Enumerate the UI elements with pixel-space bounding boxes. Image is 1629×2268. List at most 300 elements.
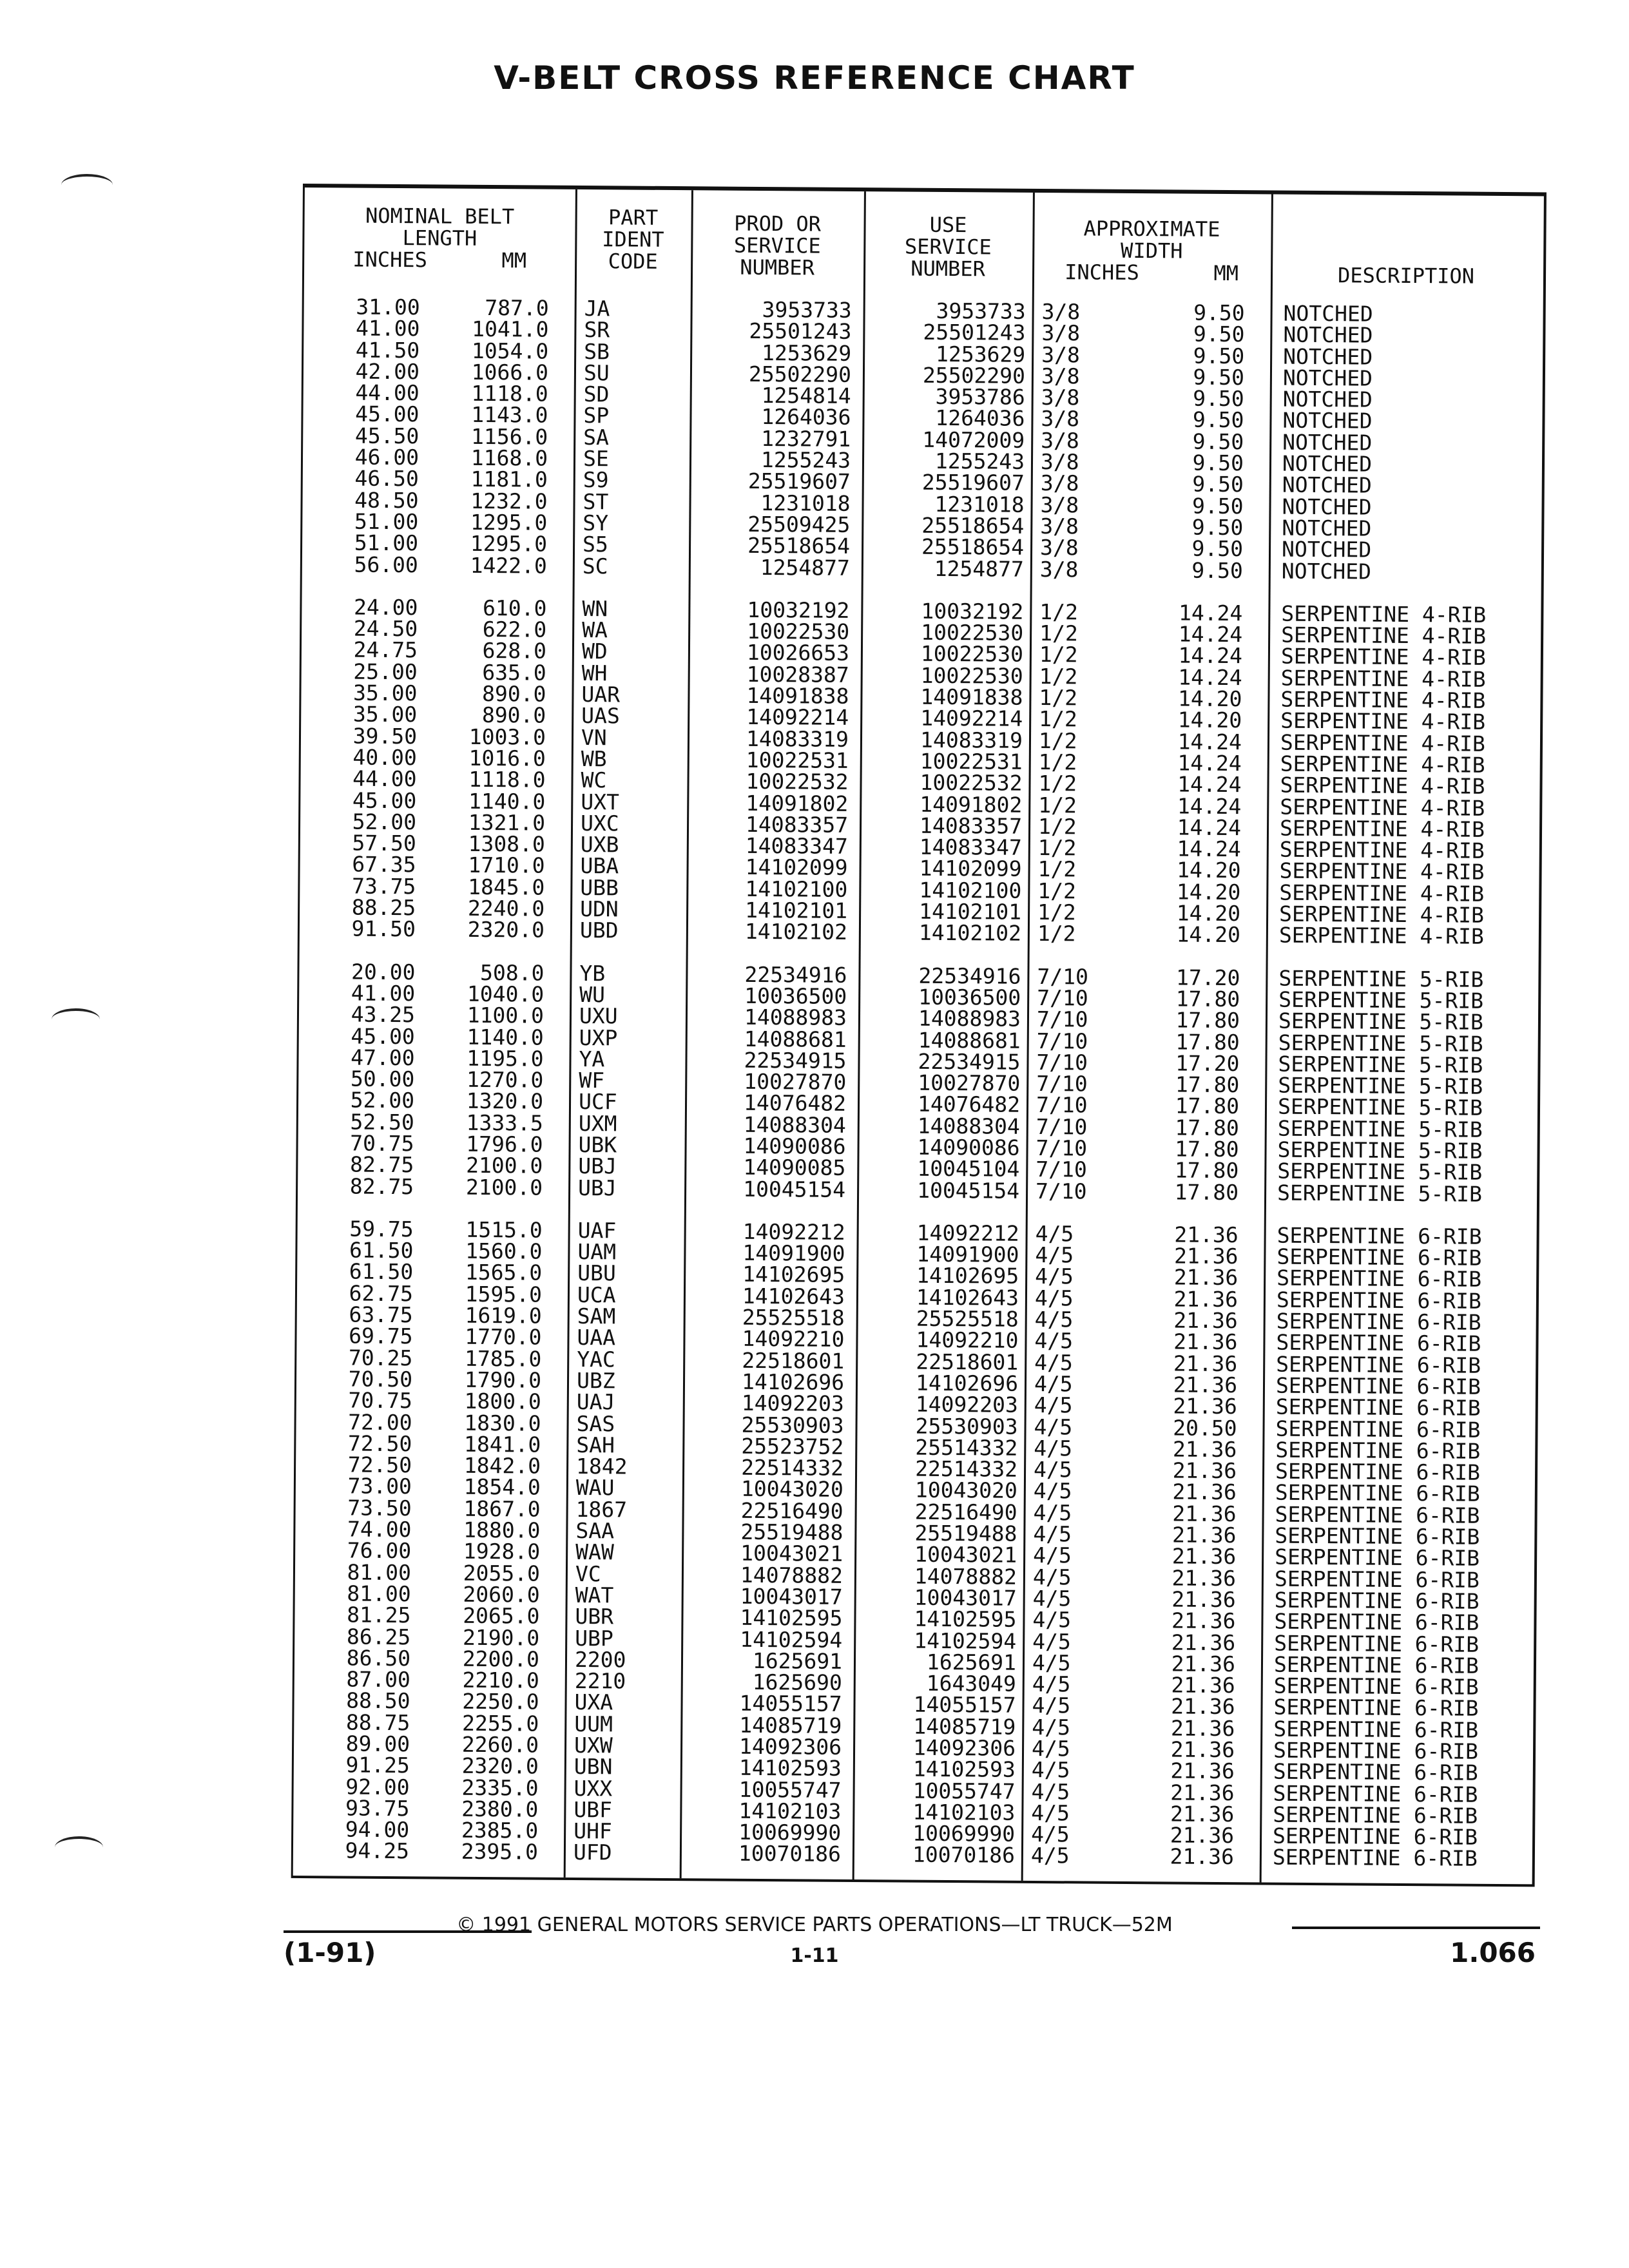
width-inches-cell: 4/5 bbox=[1035, 1220, 1074, 1247]
prod-service-number-cell: 1625691 bbox=[752, 1648, 843, 1674]
length-mm-cell: 1003.0 bbox=[468, 724, 546, 750]
length-mm-cell: 2210.0 bbox=[462, 1667, 539, 1693]
width-mm-cell: 14.24 bbox=[1177, 814, 1242, 841]
part-ident-code-cell: WN bbox=[582, 595, 608, 622]
width-inches-cell: 4/5 bbox=[1035, 1242, 1074, 1268]
part-ident-code-cell: UXU bbox=[579, 1003, 618, 1029]
width-mm-cell: 17.80 bbox=[1174, 1179, 1239, 1205]
width-inches-cell: 4/5 bbox=[1032, 1671, 1071, 1697]
width-inches-cell: 7/10 bbox=[1035, 1178, 1087, 1204]
length-inches-cell: 67.35 bbox=[352, 851, 416, 878]
length-inches-cell: 45.50 bbox=[354, 423, 419, 449]
width-mm-cell: 9.50 bbox=[1191, 514, 1244, 541]
length-inches-cell: 41.50 bbox=[355, 337, 420, 363]
belt-group bbox=[302, 296, 1543, 583]
width-inches-cell: 1/2 bbox=[1038, 749, 1077, 775]
part-ident-code-cell: WA bbox=[582, 617, 608, 643]
width-mm-cell: 14.20 bbox=[1176, 900, 1241, 927]
part-ident-code-cell: SAA bbox=[575, 1518, 615, 1544]
length-inches-cell: 51.00 bbox=[354, 508, 419, 535]
length-inches-cell: 59.75 bbox=[349, 1216, 414, 1242]
use-service-number-cell: 25501243 bbox=[923, 320, 1026, 346]
length-mm-cell: 1308.0 bbox=[468, 831, 545, 857]
length-inches-cell: 25.00 bbox=[353, 658, 418, 685]
use-service-number-cell: 10043021 bbox=[914, 1542, 1017, 1568]
width-inches-cell: 4/5 bbox=[1031, 1757, 1070, 1783]
description-cell: SERPENTINE 6-RIB bbox=[1274, 1587, 1480, 1614]
description-cell: SERPENTINE 5-RIB bbox=[1278, 1072, 1483, 1099]
length-mm-cell: 2200.0 bbox=[462, 1646, 540, 1672]
length-inches-cell: 70.75 bbox=[350, 1130, 414, 1157]
part-ident-code-cell: UXT bbox=[581, 789, 620, 814]
length-inches-cell: 46.00 bbox=[354, 444, 419, 470]
width-inches-cell: 7/10 bbox=[1036, 1113, 1088, 1140]
width-mm-cell: 14.24 bbox=[1177, 729, 1242, 754]
part-ident-code-cell: WD bbox=[581, 639, 608, 664]
prod-service-number-cell: 14083357 bbox=[745, 811, 849, 838]
width-inches-cell: 3/8 bbox=[1041, 363, 1080, 389]
length-mm-cell: 2055.0 bbox=[463, 1560, 541, 1586]
use-service-number-cell: 14083347 bbox=[919, 834, 1022, 860]
length-inches-cell: 88.50 bbox=[346, 1687, 410, 1714]
description-cell: SERPENTINE 6-RIB bbox=[1274, 1566, 1480, 1593]
description-cell: SERPENTINE 6-RIB bbox=[1275, 1416, 1481, 1443]
length-inches-cell: 46.50 bbox=[354, 465, 419, 492]
use-service-number-cell: 14102099 bbox=[919, 856, 1022, 882]
width-inches-cell: 4/5 bbox=[1034, 1435, 1073, 1461]
length-mm-cell: 2240.0 bbox=[467, 895, 545, 921]
width-inches-cell: 3/8 bbox=[1041, 427, 1079, 454]
width-mm-cell: 9.50 bbox=[1191, 535, 1244, 562]
length-inches-cell: 73.75 bbox=[351, 873, 416, 899]
part-ident-code-cell: SR bbox=[584, 317, 610, 343]
length-inches-cell: 31.00 bbox=[356, 294, 420, 320]
width-mm-cell: 14.20 bbox=[1176, 921, 1241, 948]
length-mm-cell: 1118.0 bbox=[471, 381, 548, 407]
length-mm-cell: 622.0 bbox=[482, 617, 547, 642]
prod-service-number-cell: 14090085 bbox=[743, 1155, 846, 1181]
use-service-number-cell: 10022530 bbox=[920, 662, 1023, 689]
length-mm-cell: 1321.0 bbox=[468, 809, 546, 836]
description-cell: SERPENTINE 6-RIB bbox=[1277, 1244, 1482, 1271]
length-inches-cell: 81.25 bbox=[347, 1602, 411, 1628]
length-mm-cell: 2260.0 bbox=[461, 1731, 539, 1758]
prod-service-number-cell: 14091900 bbox=[742, 1240, 845, 1267]
length-inches-cell: 93.75 bbox=[345, 1795, 410, 1821]
description-cell: SERPENTINE 4-RIB bbox=[1278, 922, 1484, 950]
length-inches-cell: 91.50 bbox=[351, 916, 416, 942]
length-mm-cell: 1054.0 bbox=[471, 338, 549, 364]
description-cell: SERPENTINE 6-RIB bbox=[1272, 1823, 1478, 1850]
width-inches-cell: 7/10 bbox=[1036, 1092, 1088, 1118]
width-inches-cell: 1/2 bbox=[1038, 792, 1077, 818]
description-cell: SERPENTINE 4-RIB bbox=[1280, 707, 1486, 735]
length-inches-cell: 24.50 bbox=[353, 615, 418, 642]
width-mm-cell: 21.36 bbox=[1170, 1780, 1235, 1805]
description-cell: NOTCHED bbox=[1282, 429, 1373, 456]
length-mm-cell: 1041.0 bbox=[472, 316, 549, 342]
use-service-number-cell: 22514332 bbox=[915, 1456, 1018, 1482]
use-service-number-cell: 10027870 bbox=[918, 1070, 1021, 1096]
width-inches-cell: 7/10 bbox=[1036, 1049, 1088, 1075]
width-mm-cell: 14.24 bbox=[1178, 664, 1242, 690]
part-ident-code-cell: SE bbox=[583, 446, 609, 472]
part-ident-code-cell: UBA bbox=[580, 853, 619, 879]
use-service-number-cell: 25518654 bbox=[921, 512, 1025, 539]
use-service-number-cell: 14092306 bbox=[912, 1735, 1016, 1761]
length-mm-cell: 635.0 bbox=[482, 659, 546, 686]
use-service-number-cell: 10032192 bbox=[921, 598, 1024, 624]
length-inches-cell: 41.00 bbox=[355, 315, 420, 341]
length-inches-cell: 20.00 bbox=[351, 959, 416, 985]
length-inches-cell: 50.00 bbox=[350, 1066, 415, 1092]
part-ident-code-cell: 2210 bbox=[574, 1668, 626, 1694]
length-inches-cell: 88.25 bbox=[351, 894, 416, 921]
use-service-number-cell: 25519488 bbox=[914, 1520, 1017, 1546]
length-inches-cell: 73.00 bbox=[347, 1473, 412, 1499]
part-ident-code-cell: WAU bbox=[575, 1475, 615, 1501]
use-service-number-cell: 14102696 bbox=[915, 1370, 1019, 1396]
width-mm-cell: 9.50 bbox=[1192, 428, 1244, 454]
use-service-number-cell: 14102643 bbox=[916, 1284, 1019, 1311]
width-inches-cell: 4/5 bbox=[1034, 1414, 1073, 1439]
prod-service-number-cell: 1231018 bbox=[760, 490, 851, 516]
length-inches-cell: 72.00 bbox=[348, 1409, 412, 1435]
width-mm-cell: 21.36 bbox=[1173, 1264, 1239, 1291]
prod-service-number-cell: 25519488 bbox=[740, 1519, 843, 1545]
length-mm-cell: 1867.0 bbox=[463, 1495, 541, 1522]
description-cell: SERPENTINE 5-RIB bbox=[1278, 965, 1484, 992]
length-inches-cell: 87.00 bbox=[346, 1666, 410, 1693]
use-service-number-cell: 14083357 bbox=[919, 812, 1023, 839]
width-inches-cell: 3/8 bbox=[1040, 449, 1079, 475]
description-cell: SERPENTINE 6-RIB bbox=[1272, 1845, 1478, 1872]
part-ident-code-cell: WC bbox=[581, 767, 607, 793]
width-inches-cell: 7/10 bbox=[1037, 985, 1088, 1011]
length-mm-cell: 1066.0 bbox=[471, 359, 549, 385]
width-inches-cell: 3/8 bbox=[1040, 470, 1079, 496]
width-mm-cell: 17.20 bbox=[1175, 965, 1240, 990]
prod-service-number-cell: 14102595 bbox=[740, 1605, 843, 1631]
width-mm-cell: 14.24 bbox=[1177, 836, 1241, 862]
prod-service-number-cell: 14102101 bbox=[745, 897, 848, 923]
length-mm-cell: 2320.0 bbox=[461, 1753, 539, 1779]
use-service-number-cell: 14091900 bbox=[916, 1241, 1019, 1267]
length-mm-cell: 2060.0 bbox=[463, 1581, 540, 1608]
length-mm-cell: 2250.0 bbox=[462, 1689, 539, 1715]
width-mm-cell: 21.36 bbox=[1173, 1307, 1238, 1334]
length-inches-cell: 91.25 bbox=[345, 1752, 410, 1778]
width-mm-cell: 14.24 bbox=[1177, 793, 1242, 819]
width-mm-cell: 21.36 bbox=[1173, 1393, 1237, 1419]
use-service-number-cell: 25514332 bbox=[915, 1434, 1018, 1461]
width-mm-cell: 17.80 bbox=[1174, 1157, 1239, 1184]
width-inches-cell: 4/5 bbox=[1033, 1457, 1072, 1483]
width-inches-cell: 3/8 bbox=[1041, 385, 1080, 410]
length-inches-cell: 24.00 bbox=[353, 594, 418, 620]
width-inches-cell: 7/10 bbox=[1036, 1135, 1088, 1161]
description-cell: SERPENTINE 6-RIB bbox=[1275, 1523, 1480, 1550]
prod-service-number-cell: 14083347 bbox=[745, 832, 848, 860]
length-inches-cell: 24.75 bbox=[353, 637, 418, 663]
width-mm-cell: 21.36 bbox=[1173, 1286, 1239, 1312]
part-ident-code-cell: S9 bbox=[583, 467, 609, 493]
prod-service-number-cell: 14102100 bbox=[745, 876, 848, 902]
prod-service-number-cell: 14091838 bbox=[746, 682, 849, 709]
width-mm-cell: 21.36 bbox=[1171, 1651, 1236, 1677]
length-inches-cell: 82.75 bbox=[349, 1173, 414, 1199]
part-ident-code-cell: 2200 bbox=[574, 1646, 626, 1673]
width-mm-cell: 17.80 bbox=[1175, 1028, 1240, 1055]
description-cell: SERPENTINE 5-RIB bbox=[1277, 1093, 1483, 1121]
part-ident-code-cell: SC bbox=[582, 553, 608, 579]
length-mm-cell: 2065.0 bbox=[463, 1603, 540, 1629]
length-mm-cell: 1841.0 bbox=[463, 1431, 541, 1457]
use-service-number-cell: 14091802 bbox=[920, 791, 1023, 818]
length-mm-cell: 610.0 bbox=[482, 595, 547, 621]
length-mm-cell: 1842.0 bbox=[463, 1452, 541, 1479]
part-ident-code-cell: SAM bbox=[577, 1303, 616, 1329]
width-mm-cell: 17.80 bbox=[1175, 1072, 1240, 1098]
description-cell: SERPENTINE 5-RIB bbox=[1277, 1180, 1483, 1207]
length-inches-cell: 92.00 bbox=[345, 1774, 410, 1800]
description-cell: SERPENTINE 6-RIB bbox=[1275, 1480, 1480, 1507]
use-service-number-cell: 14102102 bbox=[918, 920, 1022, 947]
belt-group bbox=[300, 596, 1541, 948]
description-cell: SERPENTINE 6-RIB bbox=[1277, 1222, 1482, 1249]
part-ident-code-cell: UBR bbox=[575, 1604, 614, 1629]
width-inches-cell: 1/2 bbox=[1039, 620, 1078, 646]
length-inches-cell: 70.50 bbox=[348, 1366, 413, 1392]
description-cell: SERPENTINE 6-RIB bbox=[1276, 1308, 1481, 1335]
prod-service-number-cell: 14055157 bbox=[739, 1691, 842, 1717]
prod-service-number-cell: 14102593 bbox=[738, 1755, 842, 1782]
part-ident-code-cell: UAR bbox=[581, 682, 621, 707]
width-mm-cell: 21.36 bbox=[1173, 1329, 1238, 1355]
use-service-number-cell: 14102103 bbox=[912, 1799, 1016, 1825]
length-mm-cell: 890.0 bbox=[482, 681, 546, 707]
use-service-number-cell: 14092212 bbox=[916, 1220, 1019, 1246]
prod-service-number-cell: 1625690 bbox=[752, 1669, 842, 1696]
use-service-number-cell: 14102594 bbox=[914, 1628, 1017, 1654]
description-cell: SERPENTINE 6-RIB bbox=[1276, 1329, 1481, 1357]
part-ident-code-cell: UXP bbox=[579, 1024, 618, 1050]
width-inches-cell: 4/5 bbox=[1031, 1800, 1070, 1826]
width-inches-cell: 7/10 bbox=[1036, 1028, 1088, 1054]
width-inches-cell: 4/5 bbox=[1033, 1478, 1072, 1504]
part-ident-code-cell: UBN bbox=[574, 1754, 613, 1780]
use-service-number-cell: 14078882 bbox=[914, 1563, 1017, 1590]
use-service-number-cell: 1231018 bbox=[934, 491, 1025, 517]
length-mm-cell: 1770.0 bbox=[465, 1324, 542, 1350]
description-cell: NOTCHED bbox=[1283, 343, 1373, 370]
use-service-number-cell: 25518654 bbox=[921, 533, 1025, 561]
part-ident-code-cell: SA bbox=[583, 424, 610, 450]
description-cell: NOTCHED bbox=[1282, 472, 1372, 498]
part-ident-code-cell: 1867 bbox=[575, 1496, 628, 1523]
use-service-number-cell: 14083319 bbox=[920, 727, 1023, 753]
length-inches-cell: 52.00 bbox=[352, 809, 417, 835]
part-ident-code-cell: UBK bbox=[578, 1132, 617, 1158]
width-mm-cell: 20.50 bbox=[1173, 1415, 1237, 1441]
width-inches-cell: 3/8 bbox=[1041, 406, 1080, 432]
width-inches-cell: 1/2 bbox=[1037, 813, 1077, 840]
description-cell: SERPENTINE 6-RIB bbox=[1275, 1544, 1480, 1571]
length-inches-cell: 47.00 bbox=[351, 1044, 415, 1071]
prod-service-number-cell: 14090086 bbox=[743, 1133, 846, 1159]
prod-service-number-cell: 25502290 bbox=[748, 361, 852, 387]
width-inches-cell: 1/2 bbox=[1038, 727, 1077, 754]
part-ident-code-cell: SY bbox=[583, 510, 609, 536]
use-service-number-cell: 10070186 bbox=[912, 1842, 1016, 1869]
prod-service-number-cell: 10027870 bbox=[744, 1068, 847, 1095]
width-inches-cell: 4/5 bbox=[1032, 1585, 1072, 1611]
prod-service-number-cell: 22534916 bbox=[744, 961, 847, 988]
width-mm-cell: 21.36 bbox=[1171, 1608, 1236, 1634]
binder-hole-mark bbox=[55, 1836, 103, 1858]
header-use-service-number: USE SERVICE NUMBER bbox=[904, 212, 992, 282]
length-inches-cell: 52.50 bbox=[350, 1109, 414, 1135]
part-ident-code-cell: UXA bbox=[574, 1689, 613, 1715]
description-cell: SERPENTINE 6-RIB bbox=[1273, 1758, 1478, 1786]
length-mm-cell: 1016.0 bbox=[468, 745, 546, 771]
description-cell: SERPENTINE 4-RIB bbox=[1281, 622, 1487, 649]
use-service-number-cell: 10036500 bbox=[918, 984, 1021, 1010]
part-ident-code-cell: WH bbox=[581, 660, 608, 686]
prod-service-number-cell: 14078882 bbox=[740, 1562, 843, 1588]
part-ident-code-cell: UBJ bbox=[577, 1175, 617, 1201]
description-cell: SERPENTINE 5-RIB bbox=[1278, 1008, 1483, 1035]
width-inches-cell: 1/2 bbox=[1037, 921, 1076, 947]
length-mm-cell: 1270.0 bbox=[466, 1066, 544, 1093]
part-ident-code-cell: YB bbox=[579, 960, 606, 986]
use-service-number-cell: 14102101 bbox=[919, 898, 1022, 925]
prod-service-number-cell: 25501243 bbox=[749, 318, 852, 345]
part-ident-code-cell: UBP bbox=[575, 1625, 613, 1651]
prod-service-number-cell: 1255243 bbox=[760, 447, 851, 474]
width-mm-cell: 9.50 bbox=[1193, 321, 1245, 347]
part-ident-code-cell: UBZ bbox=[576, 1367, 615, 1394]
length-mm-cell: 1560.0 bbox=[465, 1238, 543, 1264]
description-cell: SERPENTINE 5-RIB bbox=[1277, 1137, 1483, 1164]
belt-group bbox=[293, 1218, 1537, 1870]
length-inches-cell: 81.00 bbox=[347, 1559, 412, 1585]
width-mm-cell: 21.36 bbox=[1171, 1522, 1237, 1548]
length-mm-cell: 508.0 bbox=[479, 959, 545, 986]
description-cell: NOTCHED bbox=[1281, 558, 1372, 584]
width-inches-cell: 3/8 bbox=[1039, 535, 1079, 561]
width-inches-cell: 4/5 bbox=[1033, 1521, 1072, 1547]
width-mm-cell: 21.36 bbox=[1170, 1822, 1235, 1849]
part-ident-code-cell: JA bbox=[584, 296, 610, 322]
width-inches-cell: 1/2 bbox=[1037, 835, 1077, 861]
length-inches-cell: 81.00 bbox=[347, 1581, 411, 1607]
part-ident-code-cell: YA bbox=[579, 1046, 605, 1072]
part-ident-code-cell: WB bbox=[581, 745, 607, 772]
prod-service-number-cell: 1253629 bbox=[761, 340, 852, 366]
length-mm-cell: 1790.0 bbox=[464, 1367, 542, 1393]
description-cell: NOTCHED bbox=[1282, 365, 1373, 391]
width-inches-cell: 4/5 bbox=[1031, 1778, 1070, 1804]
length-inches-cell: 45.00 bbox=[351, 1023, 415, 1049]
use-service-number-cell: 10069990 bbox=[912, 1820, 1016, 1847]
part-ident-code-cell: SU bbox=[583, 360, 610, 386]
prod-service-number-cell: 14092212 bbox=[742, 1218, 845, 1245]
prod-service-number-cell: 10022531 bbox=[746, 747, 849, 773]
width-inches-cell: 4/5 bbox=[1034, 1307, 1074, 1332]
length-inches-cell: 86.50 bbox=[346, 1645, 411, 1671]
prod-service-number-cell: 25509425 bbox=[747, 511, 851, 537]
length-inches-cell: 57.50 bbox=[352, 830, 416, 856]
length-mm-cell: 2100.0 bbox=[466, 1153, 543, 1178]
description-cell: NOTCHED bbox=[1283, 322, 1373, 348]
part-ident-code-cell: SP bbox=[583, 403, 610, 428]
length-mm-cell: 1565.0 bbox=[465, 1260, 543, 1286]
width-mm-cell: 14.20 bbox=[1176, 879, 1241, 905]
width-inches-cell: 1/2 bbox=[1039, 663, 1078, 689]
length-mm-cell: 1040.0 bbox=[467, 981, 545, 1007]
width-mm-cell: 9.50 bbox=[1193, 364, 1245, 390]
length-mm-cell: 1140.0 bbox=[467, 1024, 544, 1050]
header-approximate-width: APPROXIMATE WIDTH INCHES MM bbox=[1065, 216, 1239, 286]
width-mm-cell: 21.36 bbox=[1171, 1543, 1237, 1570]
part-ident-code-cell: SB bbox=[584, 338, 610, 364]
description-cell: SERPENTINE 6-RIB bbox=[1273, 1780, 1478, 1807]
width-inches-cell: 4/5 bbox=[1034, 1328, 1074, 1354]
width-inches-cell: 4/5 bbox=[1032, 1714, 1071, 1740]
part-ident-code-cell: UXC bbox=[580, 810, 619, 836]
description-cell: SERPENTINE 5-RIB bbox=[1278, 986, 1484, 1014]
part-ident-code-cell: UBB bbox=[580, 874, 619, 901]
part-ident-code-cell: SD bbox=[583, 381, 610, 407]
length-inches-cell: 45.00 bbox=[355, 401, 419, 427]
description-cell: NOTCHED bbox=[1282, 450, 1373, 477]
length-mm-cell: 787.0 bbox=[485, 294, 549, 321]
description-cell: SERPENTINE 5-RIB bbox=[1277, 1115, 1483, 1142]
length-mm-cell: 1845.0 bbox=[468, 874, 545, 900]
length-inches-cell: 35.00 bbox=[353, 680, 418, 706]
description-cell: SERPENTINE 4-RIB bbox=[1280, 751, 1485, 778]
length-mm-cell: 2395.0 bbox=[461, 1839, 539, 1865]
length-inches-cell: 72.50 bbox=[347, 1452, 412, 1478]
prod-service-number-cell: 3953733 bbox=[762, 296, 852, 323]
prod-service-number-cell: 14085719 bbox=[739, 1712, 842, 1738]
description-cell: SERPENTINE 6-RIB bbox=[1276, 1287, 1481, 1314]
width-mm-cell: 21.36 bbox=[1171, 1586, 1236, 1613]
part-ident-code-cell: UBJ bbox=[578, 1153, 617, 1179]
width-mm-cell: 14.20 bbox=[1177, 857, 1241, 883]
part-ident-code-cell: UAM bbox=[577, 1239, 617, 1265]
width-mm-cell: 9.50 bbox=[1193, 343, 1245, 369]
use-service-number-cell: 14102100 bbox=[919, 877, 1022, 903]
width-mm-cell: 21.36 bbox=[1172, 1479, 1237, 1505]
part-ident-code-cell: UHF bbox=[574, 1818, 612, 1844]
use-service-number-cell: 10022532 bbox=[920, 769, 1023, 796]
part-ident-code-cell: 1842 bbox=[575, 1454, 628, 1479]
length-inches-cell: 41.00 bbox=[351, 980, 416, 1006]
description-cell: SERPENTINE 6-RIB bbox=[1275, 1458, 1481, 1485]
part-ident-code-cell: UXB bbox=[580, 832, 619, 858]
prod-service-number-cell: 10045154 bbox=[743, 1176, 846, 1202]
width-inches-cell: 1/2 bbox=[1038, 771, 1077, 796]
width-inches-cell: 4/5 bbox=[1032, 1649, 1071, 1676]
width-mm-cell: 17.20 bbox=[1175, 1050, 1240, 1076]
prod-service-number-cell: 10043020 bbox=[740, 1476, 844, 1503]
use-service-number-cell: 1625691 bbox=[926, 1649, 1017, 1675]
width-inches-cell: 4/5 bbox=[1031, 1735, 1070, 1762]
prod-service-number-cell: 14102102 bbox=[744, 919, 848, 945]
use-service-number-cell: 10045154 bbox=[917, 1177, 1020, 1204]
